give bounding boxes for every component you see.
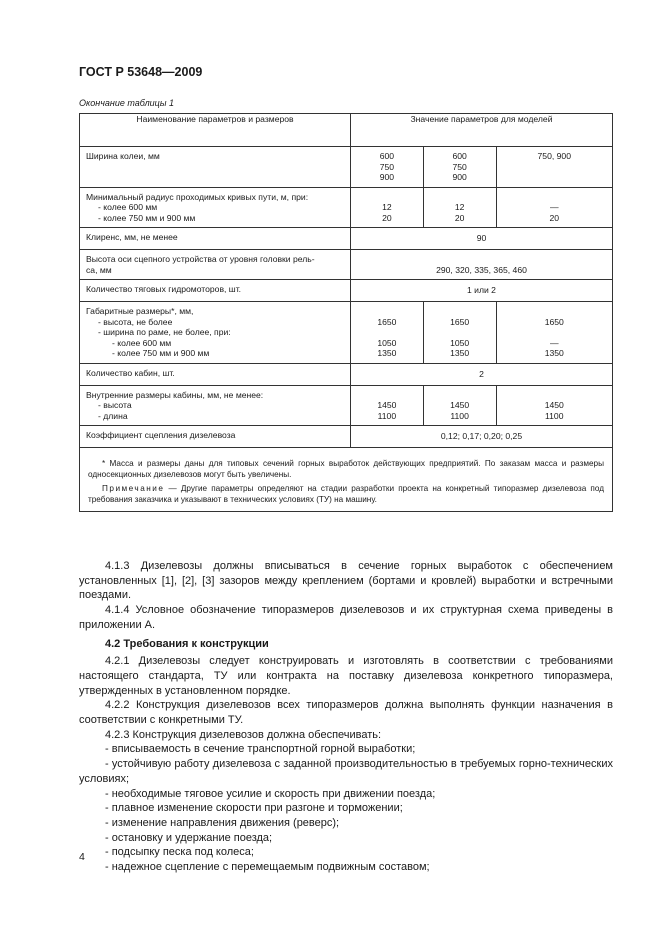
table-header-row: [80, 114, 613, 147]
paragraph-4-2-2: 4.2.2 Конструкция дизелевозов всех типоразмеров должна выполнять функции назначения в соответствии с конкретными ТУ.: [79, 699, 613, 727]
cell-model-3: — 20: [496, 187, 613, 228]
row-label: Количество тяговых гидромоторов, шт.: [80, 280, 351, 302]
col-header-values: Значение параметров для моделей: [351, 114, 613, 147]
table-notes: [80, 448, 613, 512]
table-row: [80, 302, 613, 364]
cell-value: 2: [351, 363, 613, 385]
cell-model-2: 1450 1100: [423, 385, 496, 426]
cell-value: 0,12; 0,17; 0,20; 0,25: [351, 426, 613, 448]
note-text: — Другие параметры определяют на стадии разработки проекта на конкретный типоразмер дизелевоза под требования заказчика и указывают в технических условиях (ТУ) на машину.: [88, 484, 604, 504]
cell-model-3: 1450 1100: [496, 385, 613, 426]
list-item: - остановку и удержание поезда;: [105, 831, 273, 844]
list-item: - необходимые тяговое усилие и скорость при движении поезда;: [105, 787, 436, 800]
table-row: [80, 280, 613, 302]
paragraph-4-1-4: 4.1.4 Условное обозначение типоразмеров дизелевозов и их структурная схема приведены в приложении А.: [79, 604, 613, 631]
table-row: [80, 426, 613, 448]
table-caption: Окончание таблицы 1: [79, 98, 174, 108]
list-item: - подсыпку песка под колеса;: [105, 846, 254, 859]
row-label: Количество кабин, шт.: [80, 363, 351, 385]
paragraph-4-1-3: 4.1.3 Дизелевозы должны вписываться в сечение горных выработок с обеспечением установленных [1], [2], [3] зазоров между креплением (бортами и кровлей) выработки и встречными поездами.: [79, 560, 613, 602]
cell-model-2: 600 750 900: [423, 147, 496, 188]
cell-model-2: 12 20: [423, 187, 496, 228]
note-label: Примечание: [102, 484, 165, 493]
table-note: [88, 483, 604, 505]
row-label: Габаритные размеры*, мм, - высота, не более - ширина по раме, не более, при: - колее 600 мм - колее 750 мм и 900 мм: [80, 302, 351, 364]
gauge-label: Ширина колеи, мм: [86, 151, 160, 161]
cell-value: 1 или 2: [351, 280, 613, 302]
list-item: - вписываемость в сечение транспортной горной выработки;: [105, 743, 416, 756]
list-item: - надежное сцепление с перемещаемым подвижным составом;: [105, 861, 430, 874]
list-item: - устойчивую работу дизелевоза с заданной производительностью в требуемых горно-технических условиях;: [79, 758, 613, 785]
cell-model-3: 1650 — 1350: [496, 302, 613, 364]
table-row: [80, 250, 613, 280]
cell-value: 90: [351, 228, 613, 250]
row-label: Внутренние размеры кабины, мм, не менее: - высота - длина: [80, 385, 351, 426]
cell-model-2: 1650 1050 1350: [423, 302, 496, 364]
cell-value: 290, 320, 335, 365, 460: [351, 250, 613, 280]
table-row: [80, 187, 613, 228]
paragraph-4-2-1: 4.2.1 Дизелевозы следует конструировать и изготовлять в соответствии с требованиями настоящего стандарта, ТУ или контракта на поставку дизелевоза конкретного типоразмера, утвержденных в установленном порядке.: [79, 655, 613, 697]
table-row: [80, 385, 613, 426]
col-header-name: Наименование параметров и размеров: [80, 114, 351, 147]
table-row: [80, 363, 613, 385]
table-row: [80, 228, 613, 250]
row-label: Клиренс, мм, не менее: [80, 228, 351, 250]
parameters-table: [79, 113, 613, 512]
row-label: Коэффициент сцепления дизелевоза: [80, 426, 351, 448]
page-number: 4: [79, 851, 85, 863]
section-heading-4-2: 4.2 Требования к конструкции: [105, 637, 269, 650]
cell-model-3: 750, 900: [496, 147, 613, 188]
list-item: - изменение направления движения (реверс);: [105, 816, 340, 829]
table-notes-row: [80, 448, 613, 512]
table-row: [80, 147, 613, 188]
row-label: [80, 147, 351, 188]
cell-model-1: 1650 1050 1350: [351, 302, 424, 364]
paragraph-4-2-3: 4.2.3 Конструкция дизелевозов должна обеспечивать:: [105, 728, 382, 741]
row-label: Высота оси сцепного устройства от уровня головки рель- са, мм: [80, 250, 351, 280]
body-text: [79, 559, 613, 875]
row-label: Минимальный радиус проходимых кривых пути, м, при: - колее 600 мм - колее 750 мм и 900 мм: [80, 187, 351, 228]
document-header: ГОСТ Р 53648—2009: [79, 65, 203, 79]
table-footnote: * Масса и размеры даны для типовых сечений горных выработок действующих предприятий. По заказам масса и размеры односекционных дизелевозов могут быть увеличены.: [88, 459, 604, 479]
cell-model-1: 600 750 900: [351, 147, 424, 188]
list-item: - плавное изменение скорости при разгоне и торможении;: [105, 802, 403, 815]
cell-model-1: 1450 1100: [351, 385, 424, 426]
cell-model-1: 12 20: [351, 187, 424, 228]
